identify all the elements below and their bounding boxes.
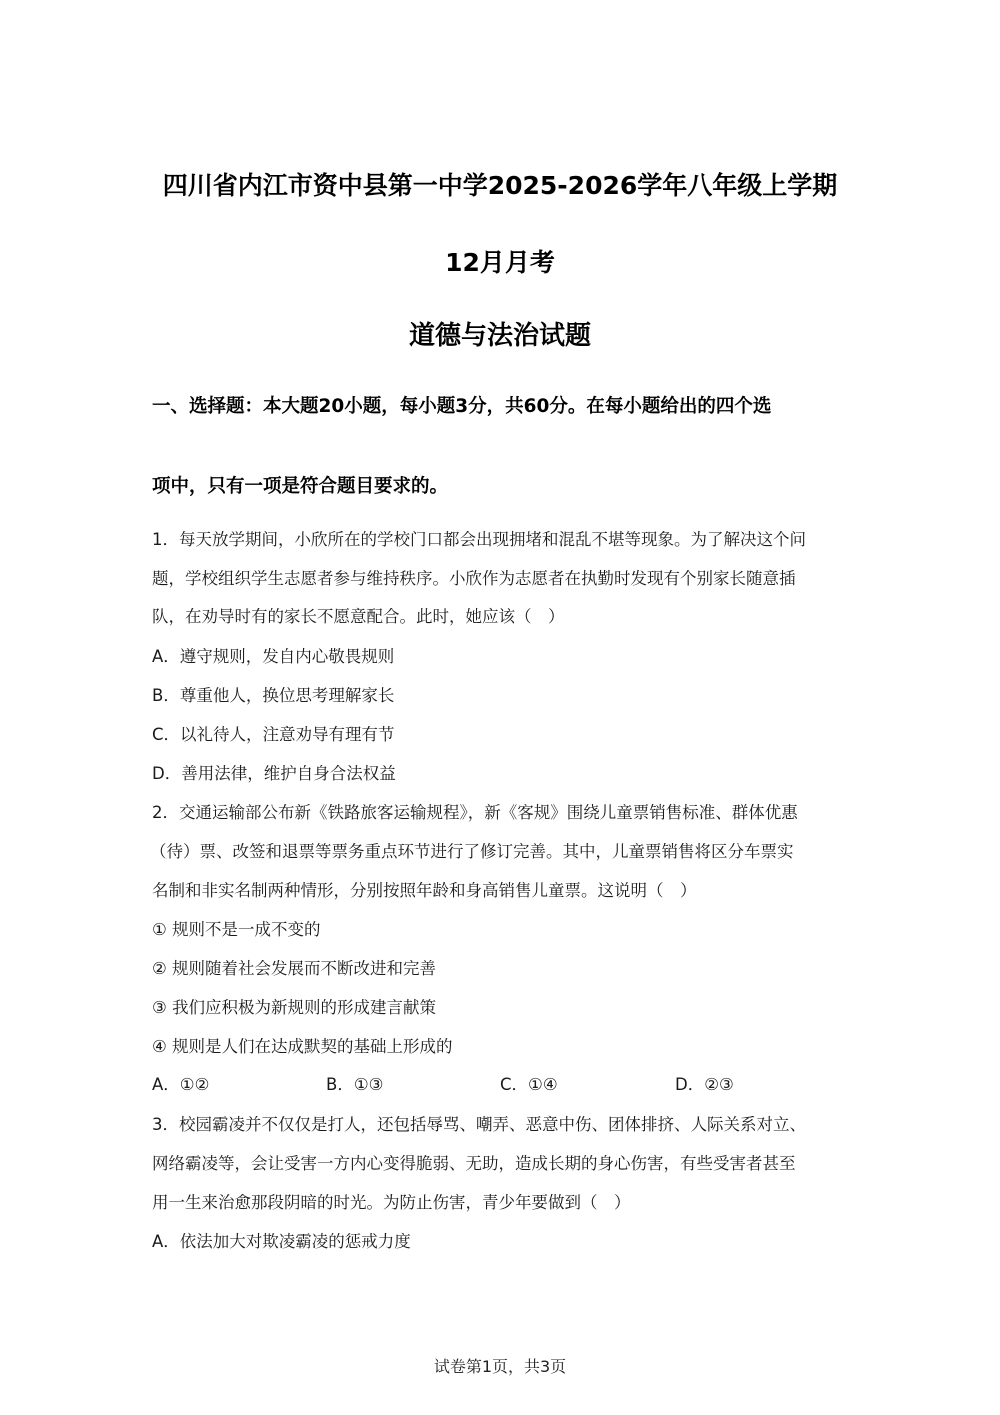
q2-stem-line-1: 2．交通运输部公布新《铁路旅客运输规程》，新《客规》围绕儿童票销售标准、群体优惠	[152, 803, 798, 822]
q1-option-d[interactable]: D．善用法律，维护自身合法权益	[152, 764, 396, 783]
q2-stem-line-2: （待）票、改签和退票等票务重点环节进行了修订完善。其中，儿童票销售将区分车票实	[150, 842, 794, 861]
q2-statement-3: ③ 我们应积极为新规则的形成建言献策	[152, 998, 437, 1017]
section-heading-line-2: 项中，只有一项是符合题目要求的。	[152, 476, 449, 497]
q1-stem-line-2: 题，学校组织学生志愿者参与维持秩序。小欣作为志愿者在执勤时发现有个别家长随意插	[152, 569, 796, 588]
q2-option-c[interactable]: C．①④	[500, 1075, 558, 1094]
q1-stem-line-3: 队，在劝导时有的家长不愿意配合。此时，她应该（ ）	[152, 607, 565, 626]
section-heading-line-1: 一、选择题：本大题20小题，每小题3分，共60分。在每小题给出的四个选	[152, 396, 772, 417]
q2-statement-4: ④ 规则是人们在达成默契的基础上形成的	[152, 1037, 453, 1056]
q1-option-a[interactable]: A．遵守规则，发自内心敬畏规则	[152, 647, 395, 666]
q3-stem-line-1: 3．校园霸凌并不仅仅是打人，还包括辱骂、嘲弄、恶意中伤、团体排挤、人际关系对立、	[152, 1115, 806, 1134]
q2-option-d[interactable]: D．②③	[675, 1075, 734, 1094]
q3-option-a[interactable]: A．依法加大对欺凌霸凌的惩戒力度	[152, 1232, 411, 1251]
q2-option-b[interactable]: B．①③	[326, 1075, 384, 1094]
q3-stem-line-3: 用一生来治愈那段阴暗的时光。为防止伤害，青少年要做到（ ）	[152, 1193, 631, 1212]
q1-option-c[interactable]: C．以礼待人，注意劝导有理有节	[152, 725, 395, 744]
q2-option-a[interactable]: A．①②	[152, 1075, 210, 1094]
exam-subject-title: 道德与法治试题	[408, 321, 591, 351]
page-footer: 试卷第1页，共3页	[433, 1357, 567, 1376]
q2-statement-1: ① 规则不是一成不变的	[152, 920, 321, 939]
q1-stem-line-1: 1．每天放学期间，小欣所在的学校门口都会出现拥堵和混乱不堪等现象。为了解决这个问	[152, 530, 806, 549]
q2-statement-2: ② 规则随着社会发展而不断改进和完善	[152, 959, 437, 978]
q3-stem-line-2: 网络霸凌等，会让受害一方内心变得脆弱、无助，造成长期的身心伤害，有些受害者甚至	[152, 1154, 796, 1173]
exam-title-line-1: 四川省内江市资中县第一中学2025-2026学年八年级上学期	[162, 171, 838, 200]
q2-stem-line-3: 名制和非实名制两种情形，分别按照年龄和身高销售儿童票。这说明（ ）	[152, 881, 697, 900]
exam-title-line-2: 12月月考	[445, 248, 555, 277]
q1-option-b[interactable]: B．尊重他人，换位思考理解家长	[152, 686, 395, 705]
